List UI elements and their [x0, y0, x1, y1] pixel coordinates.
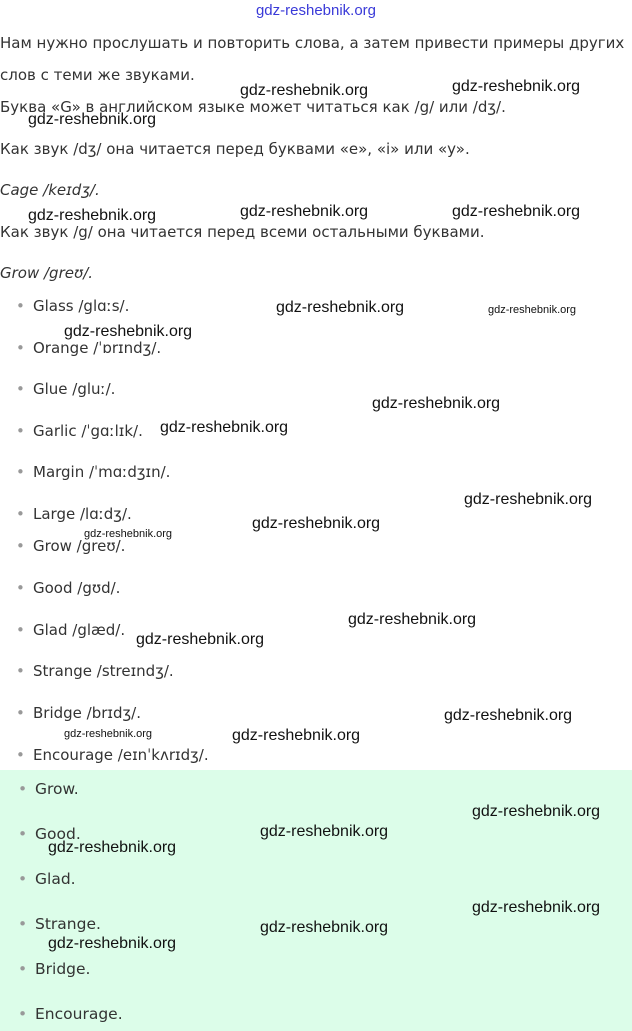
- bullet-icon: •: [16, 704, 25, 722]
- watermark: gdz-reshebnik.org: [160, 419, 289, 436]
- answer-item: • Grow.: [18, 780, 79, 798]
- watermark: gdz-reshebnik.org: [444, 707, 573, 724]
- bullet-icon: •: [16, 621, 25, 639]
- bullet-icon: •: [16, 297, 25, 315]
- word-item: • Garlic /ˈgɑːlɪk/.: [16, 422, 143, 440]
- watermark: gdz-reshebnik.org: [48, 935, 177, 952]
- word-item: • Glad /glæd/.: [16, 621, 126, 639]
- watermark: gdz-reshebnik.org: [84, 528, 173, 540]
- bullet-icon: •: [18, 870, 28, 888]
- watermark: gdz-reshebnik.org: [48, 839, 177, 856]
- bullet-icon: •: [16, 505, 25, 523]
- bullet-icon: •: [16, 579, 25, 597]
- site-header-link[interactable]: gdz-reshebnik.org: [255, 2, 377, 19]
- watermark: gdz-reshebnik.org: [260, 919, 389, 936]
- watermark: gdz-reshebnik.org: [240, 203, 369, 220]
- bullet-icon: •: [16, 422, 25, 440]
- word-item: • Bridge /brɪdʒ/.: [16, 704, 141, 722]
- watermark: gdz-reshebnik.org: [276, 299, 405, 316]
- bullet-icon: •: [16, 537, 25, 555]
- watermark: gdz-reshebnik.org: [64, 323, 193, 340]
- bullet-icon: •: [16, 746, 25, 764]
- bullet-icon: •: [18, 1005, 28, 1023]
- bullet-icon: •: [18, 915, 28, 933]
- watermark: gdz-reshebnik.org: [452, 203, 581, 220]
- watermark: gdz-reshebnik.org: [28, 207, 157, 224]
- watermark: gdz-reshebnik.org: [472, 899, 601, 916]
- word-item: • Orange /ˈɒrɪndʒ/.: [16, 339, 162, 357]
- answer-item: • Glad.: [18, 870, 76, 888]
- watermark: gdz-reshebnik.org: [472, 803, 601, 820]
- watermark: gdz-reshebnik.org: [464, 491, 593, 508]
- watermark: gdz-reshebnik.org: [348, 611, 477, 628]
- watermark: gdz-reshebnik.org: [240, 82, 369, 99]
- word-item: • Grow /greʊ/.: [16, 537, 126, 555]
- answer-item: • Strange.: [18, 915, 101, 933]
- bullet-icon: •: [18, 960, 28, 978]
- rule-dz-text: Как звук /dʒ/ она читается перед буквами «e», «i» или «y».: [0, 140, 470, 158]
- bullet-icon: •: [16, 463, 25, 481]
- word-item: • Large /lɑːdʒ/.: [16, 505, 132, 523]
- watermark: gdz-reshebnik.org: [372, 395, 501, 412]
- example-dz: Cage /keɪdʒ/.: [0, 181, 100, 199]
- bullet-icon: •: [16, 380, 25, 398]
- task-text-line-2: слов с теми же звуками.: [0, 66, 195, 84]
- word-item: • Strange /streɪndʒ/.: [16, 662, 174, 680]
- watermark: gdz-reshebnik.org: [252, 515, 381, 532]
- watermark: gdz-reshebnik.org: [452, 78, 581, 95]
- answer-item: • Good.: [18, 825, 81, 843]
- word-item: • Glue /gluː/.: [16, 380, 116, 398]
- word-item: • Margin /ˈmɑːdʒɪn/.: [16, 463, 171, 481]
- task-text-line-1: Нам нужно прослушать и повторить слова, а затем привести примеры других: [0, 34, 625, 52]
- bullet-icon: •: [16, 662, 25, 680]
- watermark: gdz-reshebnik.org: [28, 111, 157, 128]
- watermark: gdz-reshebnik.org: [488, 304, 577, 316]
- example-g: Grow /greʊ/.: [0, 264, 94, 282]
- watermark: gdz-reshebnik.org: [232, 727, 361, 744]
- watermark: gdz-reshebnik.org: [136, 631, 265, 648]
- word-item: • Glass /glɑːs/.: [16, 297, 130, 315]
- rule-text: Буква «G» в английском языке может читаться как /g/ или /dʒ/.: [0, 98, 506, 116]
- bullet-icon: •: [18, 780, 28, 798]
- watermark: gdz-reshebnik.org: [260, 823, 389, 840]
- answer-item: • Bridge.: [18, 960, 91, 978]
- bullet-icon: •: [18, 825, 28, 843]
- bullet-icon: •: [16, 339, 25, 357]
- word-item: • Good /gʊd/.: [16, 579, 121, 597]
- watermark: gdz-reshebnik.org: [64, 728, 153, 740]
- answer-item: • Encourage.: [18, 1005, 123, 1023]
- word-item: • Encourage /eɪnˈkʌrɪdʒ/.: [16, 746, 209, 764]
- rule-g-text: Как звук /g/ она читается перед всеми остальными буквами.: [0, 223, 485, 241]
